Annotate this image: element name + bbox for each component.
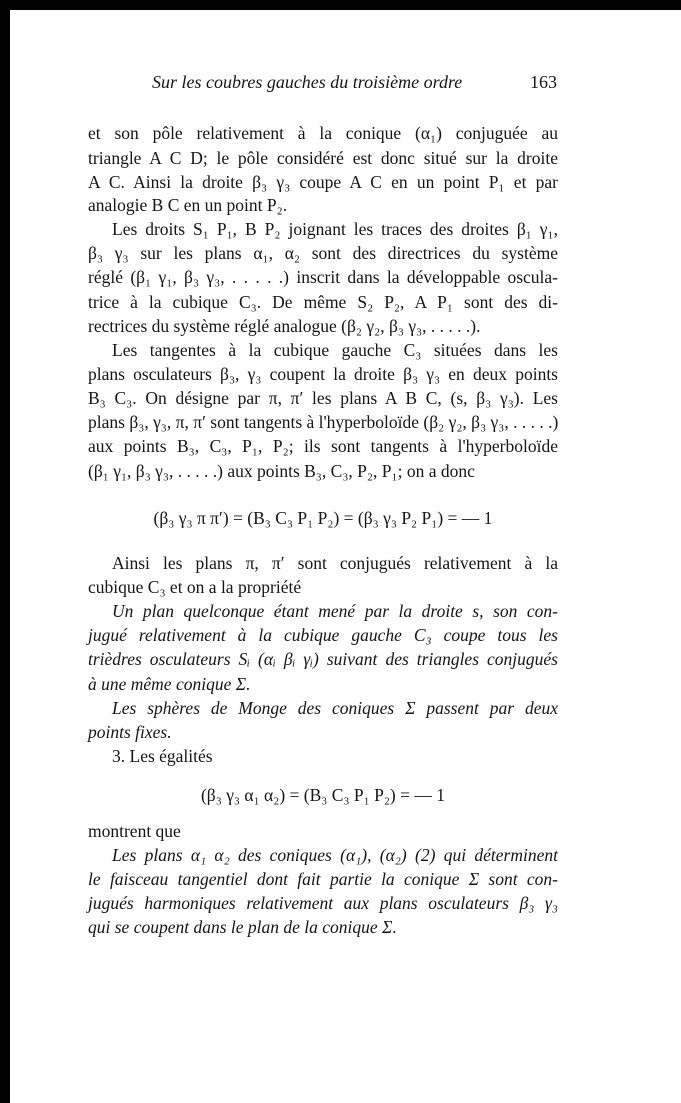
text-line: montrent que <box>88 821 181 841</box>
theorem-line: jugués harmoniques relativement aux plans osculateurs β₃ γ₃ <box>88 893 558 913</box>
theorem-line: points fixes. <box>88 722 172 742</box>
theorem-line: Les sphères de Monge des coniques Σ passent par deux <box>112 698 558 718</box>
text-line: trice à la cubique C₃. De même S₂ P₂, A P₁ sont des di- <box>88 292 558 312</box>
text-line: aux points B₃, C₃, P₁, P₂; ils sont tangents à l'hyperboloïde <box>88 436 558 456</box>
theorem-line: trièdres osculateurs Sᵢ (αᵢ βᵢ γᵢ) suivant des triangles conjugués <box>88 649 558 669</box>
formula-cross-ratio-alpha: (β₃ γ₃ α₁ α₂) = (B₃ C₃ P₁ P₂) = — 1 <box>200 785 446 805</box>
formula-cross-ratio-pi: (β₃ γ₃ π π′) = (B₃ C₃ P₁ P₂) = (β₃ γ₃ P₂ P₁) = — 1 <box>153 508 493 528</box>
text-line: β₃ γ₃ sur les plans α₁, α₂ sont des directrices du système <box>88 243 558 263</box>
text-line: (β₁ γ₁, β₃ γ₃, . . . . .) aux points B₃, C₃, P₂, P₁; on a donc <box>88 461 475 481</box>
text-line: et son pôle relativement à la conique (α₁) conjuguée au <box>88 123 558 143</box>
theorem-line: qui se coupent dans le plan de la conique Σ. <box>88 917 397 937</box>
theorem-line: à une même conique Σ. <box>88 674 251 694</box>
text-line: rectrices du système réglé analogue (β₂ γ₂, β₃ γ₃, . . . . .). <box>88 316 481 336</box>
text-line: cubique C₃ et on a la propriété <box>88 577 302 597</box>
section-heading-line: 3. Les égalités <box>112 746 213 766</box>
text-line: plans osculateurs β₃, γ₃ coupent la droite β₃ γ₃ en deux points <box>88 364 558 384</box>
theorem-line: Les plans α₁ α₂ des coniques (α₁), (α₂) (2) qui déterminent <box>112 845 558 865</box>
text-line: triangle A C D; le pôle considéré est donc situé sur la droite <box>88 148 558 168</box>
text-line: Les droits S₁ P₁, B P₂ joignant les traces des droites β₁ γ₁, <box>112 219 558 239</box>
text-line: B₃ C₃. On désigne par π, π′ les plans A B C, (s, β₃ γ₃). Les <box>88 388 558 408</box>
running-title: Sur les coubres gauches du troisième ordre <box>152 72 463 92</box>
theorem-line: le faisceau tangentiel dont fait partie la conique Σ sont con- <box>88 869 558 889</box>
text-line: Les tangentes à la cubique gauche C₃ situées dans les <box>112 340 558 360</box>
page-number: 163 <box>530 72 557 92</box>
theorem-line: jugué relativement à la cubique gauche C₃ coupe tous les <box>88 625 558 645</box>
text-line: A C. Ainsi la droite β₃ γ₃ coupe A C en un point P₁ et par <box>88 172 558 192</box>
theorem-line: Un plan quelconque étant mené par la droite s, son con- <box>112 601 558 621</box>
text-line: réglé (β₁ γ₁, β₃ γ₃, . . . . .) inscrit dans la développable oscula- <box>88 267 558 287</box>
page-header <box>152 72 557 102</box>
text-line: plans β₃, γ₃, π, π′ sont tangents à l'hyperboloïde (β₂ γ₂, β₃ γ₃, . . . . .) <box>88 412 559 432</box>
text-line: Ainsi les plans π, π′ sont conjugués relativement à la <box>112 553 558 573</box>
text-line: analogie B C en un point P₂. <box>88 195 288 215</box>
